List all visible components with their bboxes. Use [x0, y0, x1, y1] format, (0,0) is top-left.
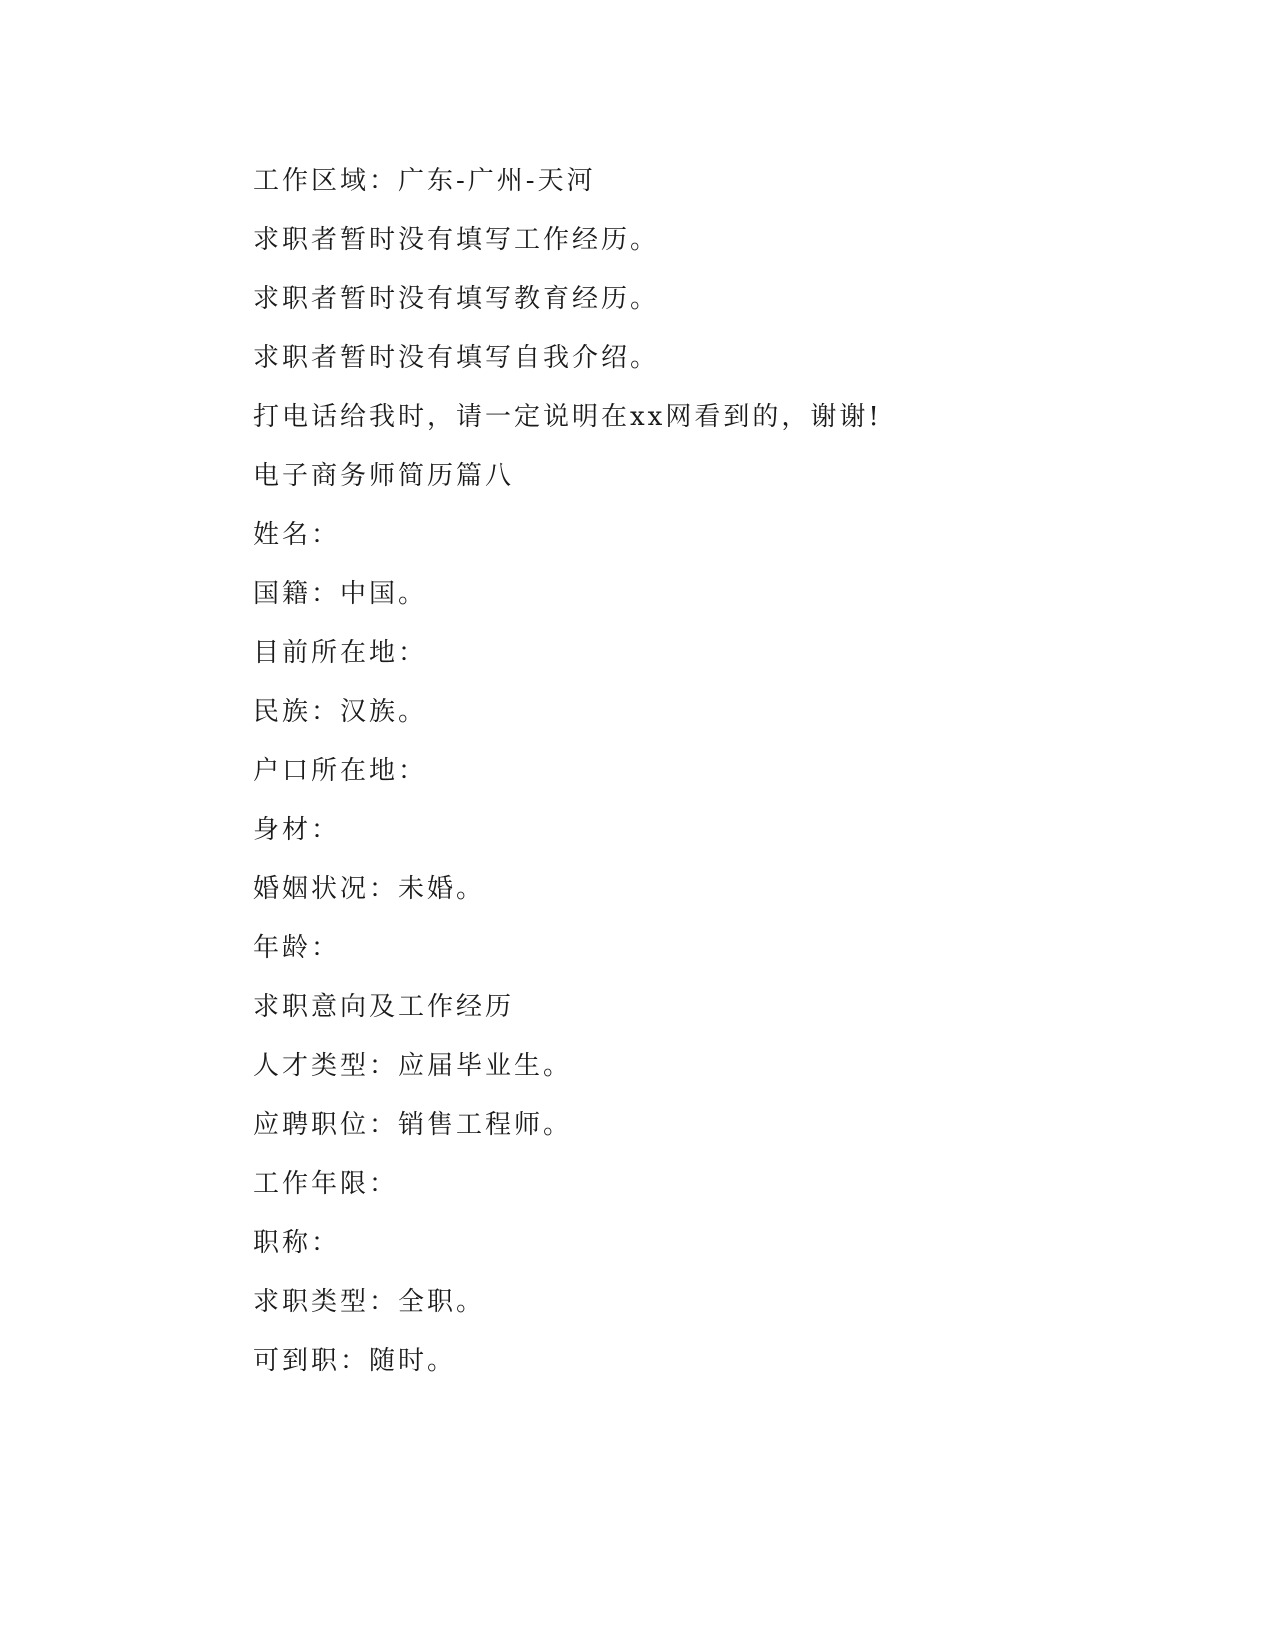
contact-note-line: 打电话给我时，请一定说明在xx网看到的，谢谢! [253, 402, 882, 432]
position-field: 应聘职位：销售工程师。 [253, 1110, 573, 1140]
nationality-field: 国籍：中国。 [253, 579, 428, 609]
work-years-field: 工作年限： [253, 1169, 399, 1199]
physique-field: 身材： [253, 815, 341, 845]
hukou-location-field: 户口所在地： [253, 756, 428, 786]
work-area-line: 工作区域：广东-广州-天河 [253, 166, 596, 196]
talent-type-field: 人才类型：应届毕业生。 [253, 1051, 573, 1081]
job-type-field: 求职类型：全职。 [253, 1287, 486, 1317]
no-work-experience-line: 求职者暂时没有填写工作经历。 [253, 225, 660, 255]
document-body [253, 158, 1153, 1397]
job-intention-heading: 求职意向及工作经历 [253, 992, 515, 1022]
no-self-intro-line: 求职者暂时没有填写自我介绍。 [253, 343, 660, 373]
no-education-line: 求职者暂时没有填写教育经历。 [253, 284, 660, 314]
age-field: 年龄： [253, 933, 341, 963]
marital-status-field: 婚姻状况：未婚。 [253, 874, 486, 904]
title-field: 职称： [253, 1228, 341, 1258]
current-location-field: 目前所在地： [253, 638, 428, 668]
name-field: 姓名： [253, 520, 341, 550]
ethnicity-field: 民族：汉族。 [253, 697, 428, 727]
section-heading: 电子商务师简历篇八 [253, 461, 515, 491]
availability-field: 可到职：随时。 [253, 1346, 457, 1376]
